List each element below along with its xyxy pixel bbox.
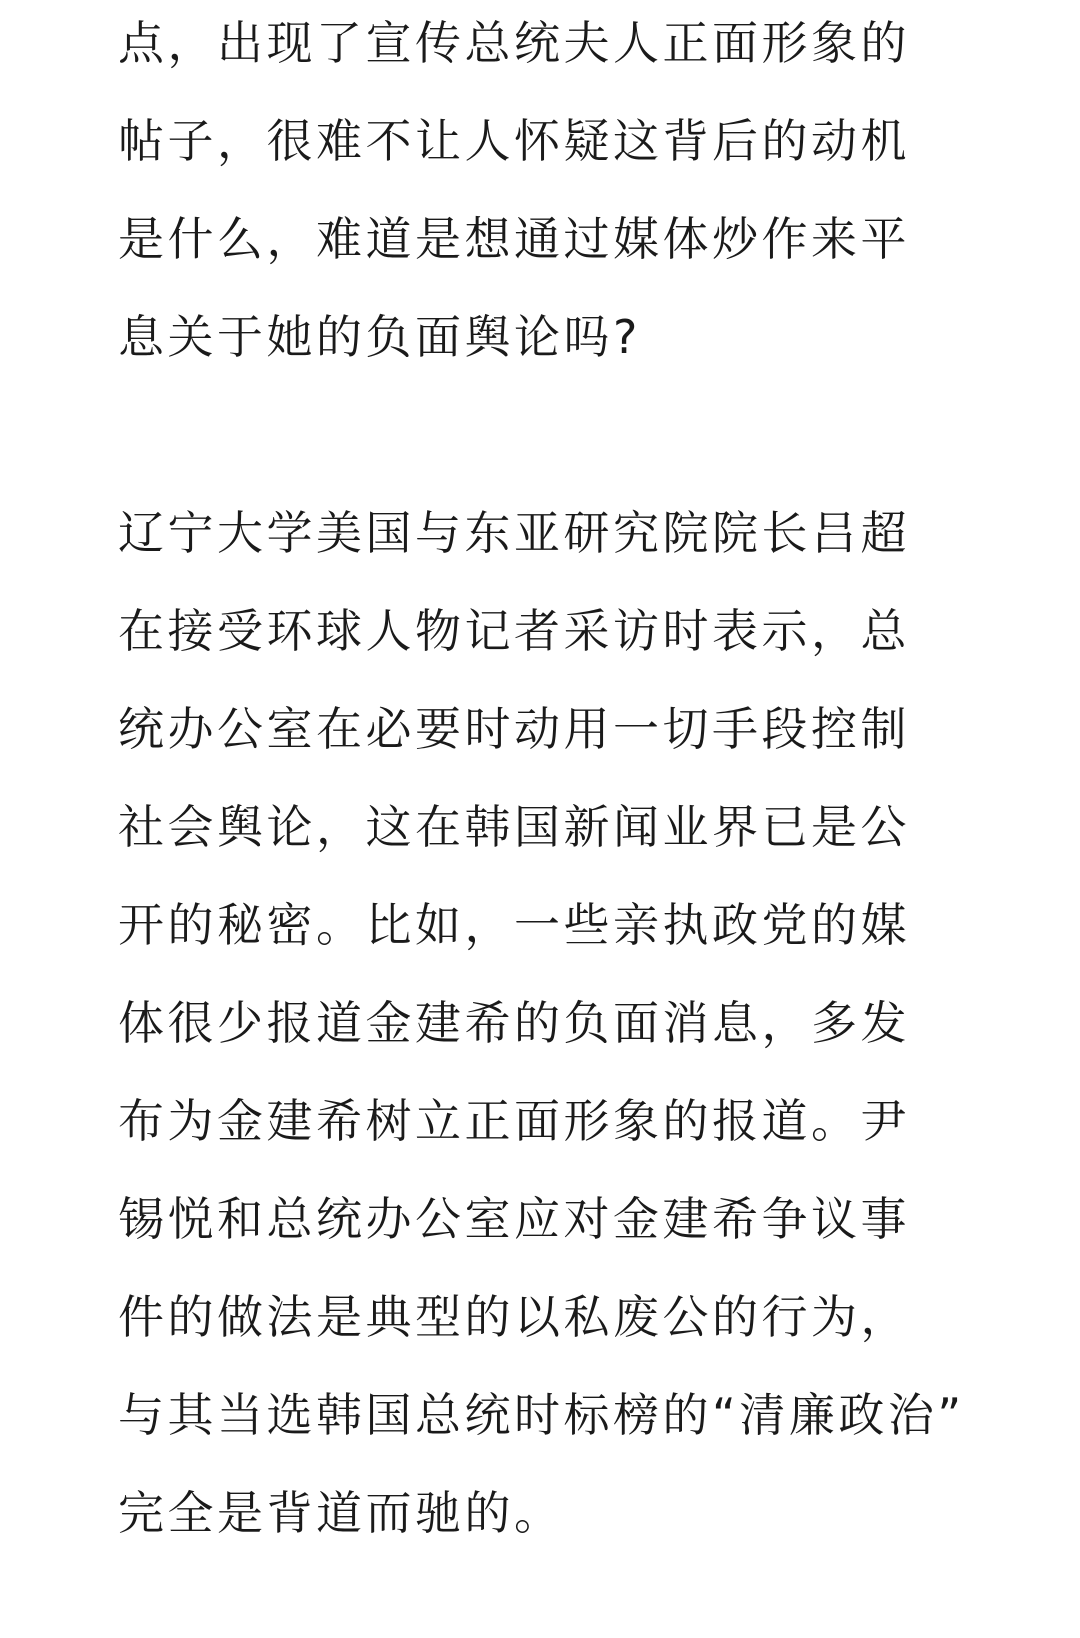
text-line: 息关于她的负面舆论吗? <box>118 310 641 364</box>
article-body <box>118 0 965 1562</box>
text-line: 开的秘密。比如，一些亲执政党的媒 <box>118 898 910 952</box>
text-line: 辽宁大学美国与东亚研究院院长吕超 <box>118 506 910 560</box>
text-line: 在接受环球人物记者采访时表示，总 <box>118 604 910 658</box>
text-line: 帖子，很难不让人怀疑这背后的动机 <box>118 114 910 168</box>
text-line: 与其当选韩国总统时标榜的“清廉政治” <box>118 1388 965 1442</box>
paragraph-1 <box>118 0 918 386</box>
text-line: 锡悦和总统办公室应对金建希争议事 <box>118 1192 910 1246</box>
text-line: 统办公室在必要时动用一切手段控制 <box>118 702 910 756</box>
text-line: 件的做法是典型的以私废公的行为， <box>118 1290 910 1344</box>
text-line: 是什么，难道是想通过媒体炒作来平 <box>118 212 910 266</box>
text-line: 社会舆论，这在韩国新闻业界已是公 <box>118 800 910 854</box>
text-line: 体很少报道金建希的负面消息，多发 <box>118 996 910 1050</box>
text-line: 布为金建希树立正面形象的报道。尹 <box>118 1094 910 1148</box>
text-line: 完全是背道而驰的。 <box>118 1486 564 1540</box>
paragraph-2 <box>118 484 965 1562</box>
text-line: 点，出现了宣传总统夫人正面形象的 <box>118 16 910 70</box>
